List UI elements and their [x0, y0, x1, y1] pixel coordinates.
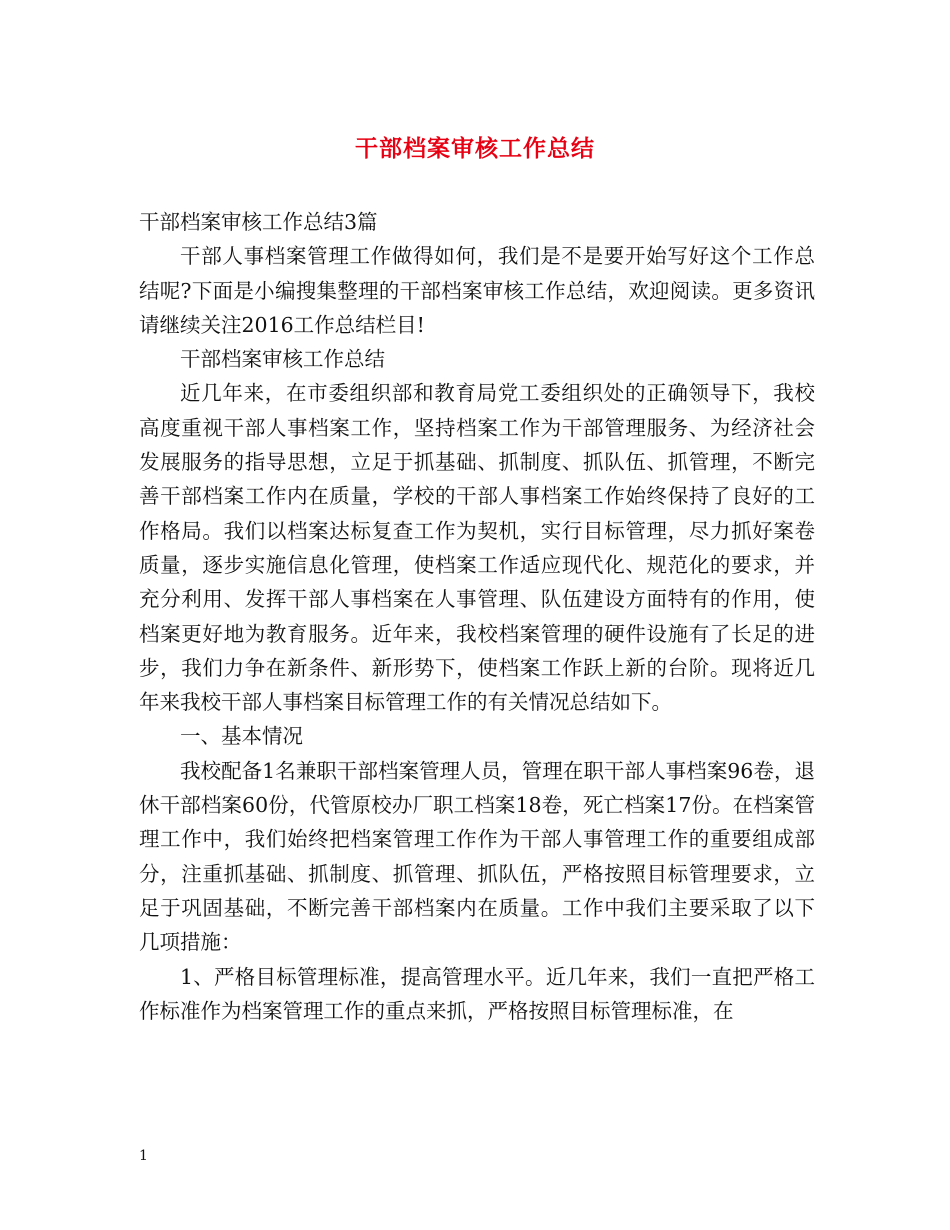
intro-paragraph: 干部人事档案管理工作做得如何，我们是不是要开始写好这个工作总结呢?下面是小编搜集整理的干部档案审核工作总结，欢迎阅读。更多资讯请继续关注2016工作总结栏目! [139, 244, 815, 337]
body-paragraph: 近几年来，在市委组织部和教育局党工委组织处的正确领导下，我校高度重视干部人事档案工作，坚持档案工作为干部管理服务、为经济社会发展服务的指导思想，立足于抓基础、抓制度、抓队伍、抓管理，不断完善干部档案工作内在质量，学校的干部人事档案工作始终保持了良好的工作格局。我们以档案达标复查工作为契机，实行目标管理，尽力抓好案卷质量，逐步实施信息化管理，使档案工作适应现代化、规范化的要求，并充分利用、发挥干部人事档案在人事管理、队伍建设方面特有的作用，使档案更好地为教育服务。近年来，我校档案管理的硬件设施有了长足的进步，我们力争在新条件、新形势下，使档案工作跃上新的台阶。现将近几年来我校干部人事档案目标管理工作的有关情况总结如下。 [139, 381, 815, 715]
document-subtitle: 干部档案审核工作总结3篇 [139, 210, 378, 234]
page-number: 1 [139, 1148, 148, 1164]
document-body [139, 205, 815, 1028]
body-paragraph: 我校配备1名兼职干部档案管理人员，管理在职干部人事档案96卷，退休干部档案60份，代管原校办厂职工档案18卷，死亡档案17份。在档案管理工作中，我们始终把档案管理工作作为干部人事管理工作的重要组成部分，注重抓基础、抓制度、抓管理、抓队伍，严格按照目标管理要求，立足于巩固基础，不断完善干部档案内在质量。工作中我们主要采取了以下几项措施： [139, 758, 815, 955]
document-title: 干部档案审核工作总结 [355, 135, 595, 162]
section-heading: 干部档案审核工作总结 [180, 347, 385, 372]
body-paragraph: 1、严格目标管理标准，提高管理水平。近几年来，我们一直把严格工作标准作为档案管理工作的重点来抓，严格按照目标管理标准，在 [139, 964, 815, 1023]
section-heading: 一、基本情况 [180, 724, 303, 749]
